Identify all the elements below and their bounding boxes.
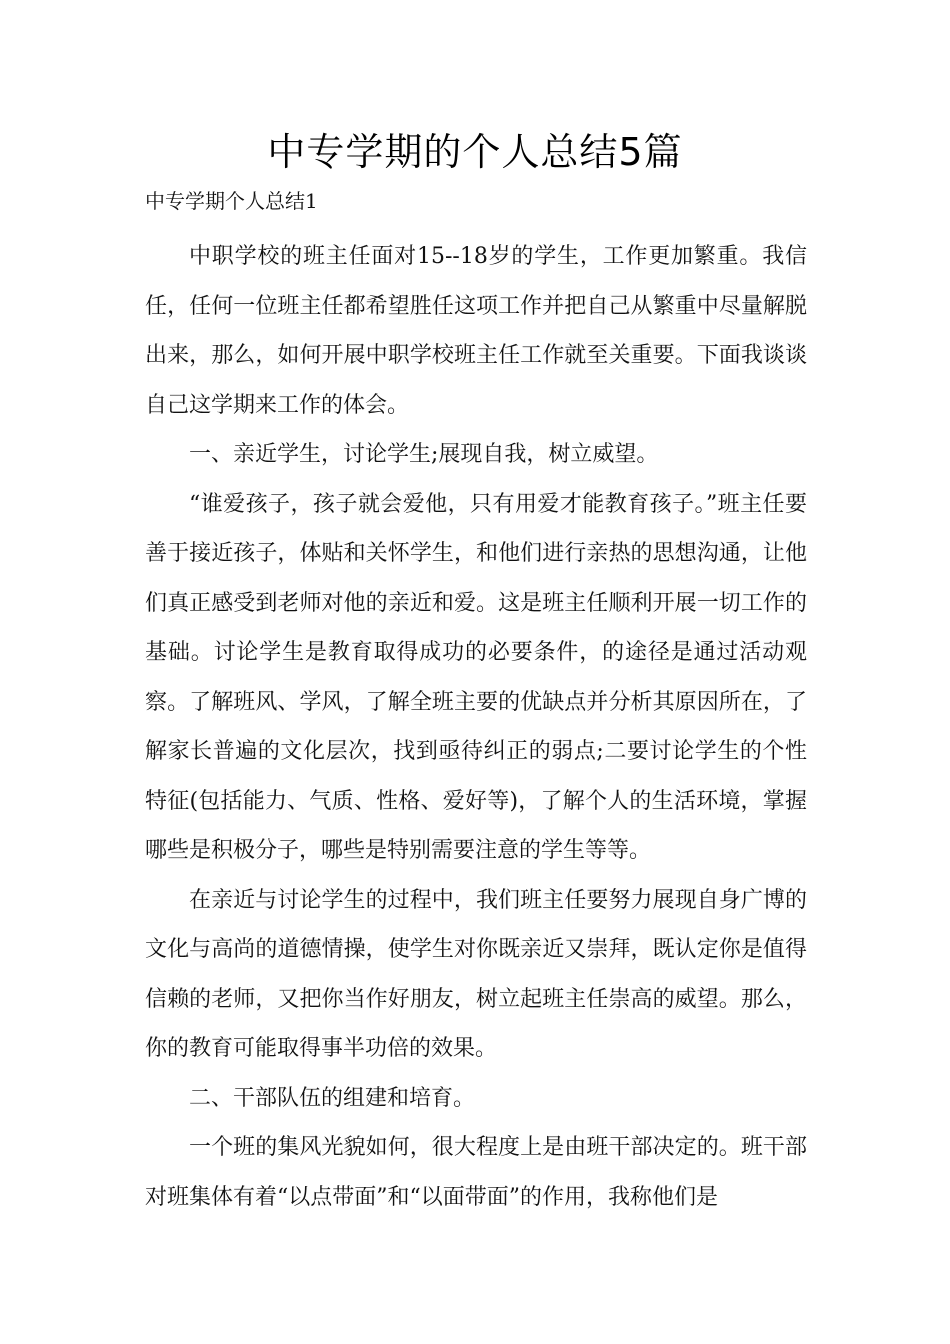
paragraph: 一个班的集风光貌如何，很大程度上是由班干部决定的。班干部对班集体有着“以点带面”和“以面带面”的作用，我称他们是 <box>145 1135 807 1210</box>
paragraph: 中职学校的班主任面对15--18岁的学生，工作更加繁重。我信任，任何一位班主任都希望胜任这项工作并把自己从繁重中尽量解脱出来，那么，如何开展中职学校班主任工作就至关重要。下面我谈谈自己这学期来工作的体会。 <box>145 244 807 418</box>
document-title: 中专学期的个人总结5篇 <box>267 130 683 174</box>
paragraph: “谁爱孩子，孩子就会爱他，只有用爱才能教育孩子。”班主任要善于接近孩子，体贴和关怀学生，和他们进行亲热的思想沟通，让他们真正感受到老师对他的亲近和爱。这是班主任顺利开展一切工作的基础。讨论学生是教育取得成功的必要条件，的途径是通过活动观察。了解班风、学风，了解全班主要的优缺点并分析其原因所在，了解家长普遍的文化层次，找到亟待纠正的弱点;二要讨论学生的个性特征(包括能力、气质、性格、爱好等)，了解个人的生活环境，掌握哪些是积极分子，哪些是特别需要注意的学生等等。 <box>145 491 807 863</box>
section-heading: 中专学期个人总结1 <box>145 189 318 213</box>
paragraph: 一、亲近学生，讨论学生;展现自我，树立威望。 <box>189 442 659 467</box>
document-body <box>145 232 807 1222</box>
paragraph: 二、干部队伍的组建和培育。 <box>189 1085 476 1111</box>
paragraph: 在亲近与讨论学生的过程中，我们班主任要努力展现自身广博的文化与高尚的道德情操，使学生对你既亲近又崇拜，既认定你是值得信赖的老师，又把你当作好朋友，树立起班主任崇高的威望。那么，你的教育可能取得事半功倍的效果。 <box>145 887 807 1061</box>
